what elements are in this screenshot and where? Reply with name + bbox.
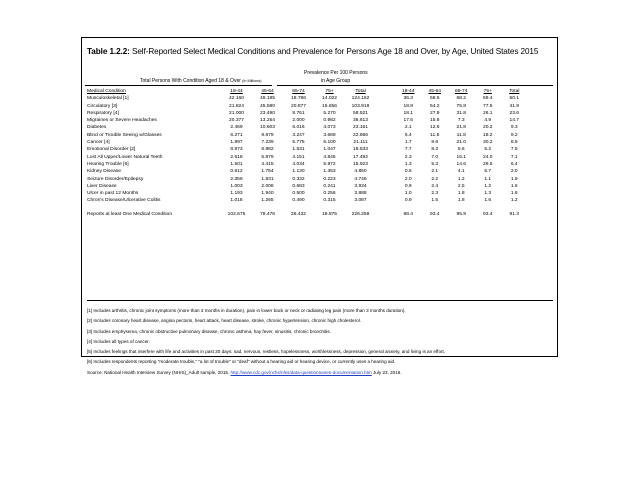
table-row bbox=[87, 139, 528, 146]
count-cell: 8.973 bbox=[230, 147, 243, 153]
condition-name: Liver Disease bbox=[87, 183, 117, 189]
rate-cell: 14.7 bbox=[509, 118, 520, 124]
count-cell: 1.018 bbox=[230, 198, 243, 204]
count-cell: 0.315 bbox=[323, 198, 336, 204]
column-gap bbox=[376, 139, 395, 146]
count-cell: 2.359 bbox=[230, 176, 243, 182]
rate-cell: 7.5 bbox=[510, 147, 518, 153]
count-cell: 1.003 bbox=[230, 183, 243, 189]
table-row bbox=[87, 146, 528, 153]
rate-cell: 88.4 bbox=[403, 212, 414, 218]
count-cell: 10.603 bbox=[260, 125, 275, 131]
table-row bbox=[87, 211, 528, 219]
rate-cell: 69.4 bbox=[482, 96, 493, 102]
source-text: Source: National Health Interview Survey (NHIS)_Adult sample, 2015. bbox=[87, 369, 230, 375]
column-gap bbox=[376, 211, 395, 219]
rate-cell: 1.3 bbox=[404, 161, 412, 167]
count-cell: 18.875 bbox=[322, 212, 337, 218]
count-cell: 0.332 bbox=[292, 176, 305, 182]
count-cell: 2.618 bbox=[230, 154, 243, 160]
table-row bbox=[87, 168, 528, 175]
rate-cell: 1.6 bbox=[484, 198, 492, 204]
count-cell: 20.877 bbox=[291, 103, 306, 109]
count-cell: 21.000 bbox=[229, 110, 244, 116]
column-header-condition: Medical Condition bbox=[87, 89, 126, 94]
condition-name: Cancer [4] bbox=[87, 140, 110, 146]
condition-name: Chron's Disease/Ulcerative Colitis bbox=[87, 198, 161, 204]
rate-cell: 20.2 bbox=[482, 125, 493, 131]
count-cell: 4.034 bbox=[292, 161, 305, 167]
count-cell: 226.258 bbox=[351, 212, 370, 218]
footnote: [6] Includes respondents reporting "moderate trouble," "a lot of trouble" or "deaf" without a hearing aid or hearing device, or currently uses a hearing aid. bbox=[87, 359, 396, 365]
rate-cell: 8.3 bbox=[431, 147, 439, 153]
rate-cell: 23.6 bbox=[509, 110, 520, 116]
table-row bbox=[87, 190, 528, 197]
rate-cell: 2.3 bbox=[431, 191, 439, 197]
count-cell: 21.824 bbox=[229, 103, 244, 109]
count-cell: 5.879 bbox=[261, 154, 274, 160]
condition-name: Blind or Trouble Seeing w/Glasses bbox=[87, 132, 162, 138]
rate-cell: 54.2 bbox=[429, 103, 440, 109]
table-row bbox=[87, 176, 528, 183]
count-cell: 7.239 bbox=[261, 140, 274, 146]
table-title-text: Self-Reported Select Medical Conditions and Prevalence for Persons Age 18 and Over, by Age, United States 2015 bbox=[131, 47, 539, 56]
column-header-count-total: Total bbox=[355, 89, 366, 94]
table-row bbox=[87, 124, 528, 131]
footnote: [5] Includes feelings that interfere with life and activities in past 30 days: sad, nervous, restless, hopelessness, worthlessness, depression, general anxiety, and living is an effort. bbox=[87, 349, 446, 355]
count-cell: 23.490 bbox=[260, 110, 275, 116]
rate-cell: 18.2 bbox=[482, 132, 493, 138]
count-cell: 3.087 bbox=[354, 198, 367, 204]
column-gap bbox=[376, 103, 395, 110]
column-header-rate-65-74: 65-74 bbox=[454, 89, 468, 94]
count-cell: 6.016 bbox=[292, 125, 305, 131]
count-cell: 4.845 bbox=[323, 154, 336, 160]
count-cell: 1.754 bbox=[261, 169, 274, 175]
notes-divider bbox=[87, 300, 553, 301]
column-header-rate-45-64: 45-64 bbox=[428, 89, 441, 94]
rate-cell: 0.9 bbox=[404, 183, 412, 189]
column-gap bbox=[376, 124, 395, 131]
count-cell: 58.521 bbox=[353, 110, 368, 116]
count-header-underline bbox=[85, 85, 272, 86]
count-cell: 1.353 bbox=[323, 169, 336, 175]
rate-cell: 1.1 bbox=[484, 176, 492, 182]
column-gap bbox=[376, 110, 395, 117]
count-cell: 22.866 bbox=[353, 132, 368, 138]
count-cell: 0.612 bbox=[230, 169, 243, 175]
rate-cell: 1.8 bbox=[457, 198, 465, 204]
count-cell: 49.185 bbox=[260, 96, 275, 102]
rate-cell: 11.5 bbox=[430, 132, 440, 138]
column-header-count-18-44: 18-44 bbox=[230, 89, 243, 94]
rate-cell: 93.4 bbox=[482, 212, 493, 218]
condition-name: Lost All Upper/Lower Natural Teeth bbox=[87, 154, 163, 160]
rate-cell: 93.4 bbox=[429, 212, 440, 218]
rate-cell: 36.3 bbox=[403, 96, 414, 102]
count-cell: 4.850 bbox=[354, 169, 367, 175]
count-group-header-unit: (in Millions) bbox=[242, 79, 262, 83]
count-cell: 2.000 bbox=[292, 118, 305, 124]
rate-cell: 91.3 bbox=[509, 212, 520, 218]
rate-cell: 12.6 bbox=[429, 125, 440, 131]
rate-cell: 6.7 bbox=[484, 169, 492, 175]
rate-cell: 21.8 bbox=[456, 125, 467, 131]
count-cell: 2.008 bbox=[261, 183, 274, 189]
rate-cell: 1.5 bbox=[431, 198, 439, 204]
table-row bbox=[87, 117, 528, 124]
table-row bbox=[87, 95, 528, 102]
condition-name: Diabetes bbox=[87, 125, 107, 131]
count-cell: 5.775 bbox=[292, 140, 305, 146]
rate-cell: 1.2 bbox=[484, 183, 492, 189]
condition-name: Respiratory [4] bbox=[87, 110, 119, 116]
column-header-count-65-74: 65-74 bbox=[292, 89, 305, 94]
count-cell: 5.972 bbox=[323, 161, 336, 167]
count-cell: 4.415 bbox=[261, 161, 274, 167]
source-line bbox=[87, 368, 445, 378]
count-cell: 1.130 bbox=[292, 169, 305, 175]
footnotes bbox=[87, 306, 445, 378]
count-cell: 102.675 bbox=[227, 212, 246, 218]
rate-cell: 0.5 bbox=[404, 169, 412, 175]
count-cell: 23.161 bbox=[353, 125, 368, 131]
prevalence-group-header-line1: Prevalence Per 100 Persons bbox=[304, 70, 368, 76]
rate-cell: 26.1 bbox=[482, 110, 493, 116]
count-cell: 45.580 bbox=[260, 103, 275, 109]
count-cell: 0.683 bbox=[292, 183, 305, 189]
count-cell: 4.073 bbox=[323, 125, 336, 131]
count-cell: 13.254 bbox=[260, 118, 275, 124]
column-gap bbox=[376, 154, 395, 161]
count-cell: 3.669 bbox=[323, 132, 336, 138]
count-cell: 4.746 bbox=[354, 176, 367, 182]
table-row bbox=[87, 161, 528, 168]
rate-cell: 6.4 bbox=[510, 161, 518, 167]
count-cell: 18.533 bbox=[353, 147, 368, 153]
count-cell: 0.500 bbox=[292, 191, 305, 197]
count-cell: 1.047 bbox=[323, 147, 336, 153]
rate-cell: 1.6 bbox=[510, 183, 518, 189]
rate-cell: 1.2 bbox=[457, 176, 465, 182]
rate-cell: 68.2 bbox=[456, 96, 467, 102]
count-cell: 124.152 bbox=[351, 96, 370, 102]
count-group-header-text: Total Persons With Condition Aged 18 & Over bbox=[140, 78, 241, 84]
column-header-rate-total: Total bbox=[509, 89, 520, 94]
count-cell: 1.265 bbox=[261, 198, 274, 204]
rate-cell: 8.5 bbox=[510, 140, 518, 146]
count-cell: 1.501 bbox=[230, 161, 243, 167]
rate-cell: 15.1 bbox=[456, 154, 467, 160]
column-header-row bbox=[87, 88, 528, 95]
rate-cell: 1.3 bbox=[484, 191, 492, 197]
rate-cell: 58.5 bbox=[429, 96, 440, 102]
count-cell: 15.923 bbox=[353, 161, 368, 167]
rate-cell: 1.7 bbox=[404, 140, 412, 146]
count-cell: 1.193 bbox=[230, 191, 243, 197]
count-cell: 0.256 bbox=[323, 191, 336, 197]
column-gap bbox=[376, 197, 395, 204]
count-cell: 78.476 bbox=[260, 212, 275, 218]
rate-cell: 0.9 bbox=[404, 198, 412, 204]
condition-name: Hearing Trouble [6] bbox=[87, 161, 129, 167]
column-header-rate-18-44: 18-44 bbox=[401, 89, 415, 94]
count-cell: 1.831 bbox=[261, 176, 274, 182]
rate-cell: 1.6 bbox=[510, 191, 518, 197]
rate-cell: 11.8 bbox=[456, 132, 466, 138]
rate-cell: 2.3 bbox=[404, 154, 412, 160]
column-gap bbox=[376, 161, 395, 168]
condition-name: Kidney Disease bbox=[87, 169, 121, 175]
count-cell: 15.656 bbox=[322, 103, 337, 109]
rate-cell: 24.0 bbox=[482, 154, 493, 160]
column-gap bbox=[376, 176, 395, 183]
condition-name: Musculoskeletal [1] bbox=[87, 96, 129, 102]
table-title bbox=[87, 47, 538, 56]
rate-cell: 9.3 bbox=[510, 125, 518, 131]
medical-conditions-table bbox=[87, 88, 528, 219]
count-cell: 20.377 bbox=[229, 118, 244, 124]
rate-cell: 1.0 bbox=[404, 191, 412, 197]
count-cell: 1.531 bbox=[292, 147, 305, 153]
count-group-header bbox=[140, 78, 261, 84]
count-cell: 36.613 bbox=[353, 118, 368, 124]
column-gap bbox=[376, 132, 395, 139]
rate-cell: 9.2 bbox=[510, 132, 518, 138]
table-row bbox=[87, 132, 528, 139]
column-gap bbox=[376, 168, 395, 175]
column-gap bbox=[376, 95, 395, 102]
rate-cell: 7.0 bbox=[431, 154, 439, 160]
footnote: [4] Includes all types of cancer. bbox=[87, 338, 150, 344]
prevalence-header-underline bbox=[277, 85, 553, 86]
count-cell: 4.151 bbox=[292, 154, 305, 160]
column-gap bbox=[376, 146, 395, 153]
count-cell: 0.223 bbox=[323, 176, 336, 182]
column-header-rate-75plus: 75+ bbox=[483, 89, 492, 94]
rate-cell: 5.2 bbox=[484, 147, 492, 153]
condition-name: Reports at least One Medical Condition bbox=[87, 212, 173, 218]
rate-cell: 21.0 bbox=[456, 140, 467, 146]
footnote: [2] Includes coronary heart disease, angina pectoris, heart attack, heart disease, stroke, chronic hypertension, chronic high cholesterol. bbox=[87, 318, 361, 324]
rate-cell: 7.7 bbox=[404, 147, 412, 153]
rate-cell: 4.9 bbox=[484, 118, 492, 124]
count-cell: 0.982 bbox=[323, 118, 336, 124]
rate-cell: 2.2 bbox=[431, 176, 439, 182]
rate-cell: 95.9 bbox=[456, 212, 467, 218]
column-header-count-75plus: 75+ bbox=[325, 89, 334, 94]
count-cell: 3.888 bbox=[354, 191, 367, 197]
condition-name: Emotional Disorder [2] bbox=[87, 147, 136, 153]
column-gap bbox=[376, 183, 395, 190]
table-row bbox=[87, 110, 528, 117]
rate-cell: 27.9 bbox=[429, 110, 440, 116]
count-cell: 6.100 bbox=[323, 140, 336, 146]
count-cell: 1.997 bbox=[230, 140, 243, 146]
table-body bbox=[87, 95, 528, 218]
count-cell: 21.111 bbox=[353, 140, 368, 146]
condition-name: Ulcer in past 12 Months bbox=[87, 191, 139, 197]
condition-name: Migraines or Severe Headaches bbox=[87, 118, 157, 124]
footnote: [3] Includes emphysema, chronic obstructive pulmonary disease, chronic asthma, hay fever, sinusitis, chronic bronchitis. bbox=[87, 328, 331, 334]
rate-cell: 41.9 bbox=[509, 103, 520, 109]
rate-cell: 31.8 bbox=[456, 110, 467, 116]
count-cell: 14.022 bbox=[322, 96, 337, 102]
count-cell: 8.761 bbox=[292, 110, 305, 116]
rate-cell: 1.9 bbox=[510, 176, 518, 182]
count-cell: 17.492 bbox=[353, 154, 368, 160]
rate-cell: 30.2 bbox=[482, 140, 493, 146]
table-number: Table 1.2.2: bbox=[87, 47, 130, 56]
count-cell: 1.940 bbox=[261, 191, 274, 197]
rate-cell: 75.8 bbox=[456, 103, 467, 109]
table-frame bbox=[81, 37, 558, 375]
table-row bbox=[87, 154, 528, 161]
source-link[interactable]: http://www.cdc.gov/nchs/nhis/data-questionnaires-documentation.htm bbox=[230, 369, 372, 375]
rate-cell: 1.2 bbox=[510, 198, 518, 204]
count-cell: 0.241 bbox=[323, 183, 336, 189]
rate-cell: 14.6 bbox=[456, 161, 467, 167]
rate-cell: 8.6 bbox=[431, 140, 439, 146]
prevalence-group-header-line2: in Age Group bbox=[321, 78, 351, 84]
rate-cell: 7.1 bbox=[510, 154, 518, 160]
rate-cell: 5.3 bbox=[431, 161, 439, 167]
footnote: [1] Includes arthritis, chronic joint symptoms (more than 3 months in duration), pain in lower back or neck or radiating leg pain (more than 3 months duration). bbox=[87, 308, 406, 313]
rate-cell: 5.6 bbox=[457, 147, 465, 153]
rate-cell: 15.8 bbox=[429, 118, 440, 124]
column-gap bbox=[376, 117, 395, 124]
column-gap bbox=[376, 190, 395, 197]
count-cell: 5.270 bbox=[323, 110, 336, 116]
count-cell: 103.918 bbox=[351, 103, 370, 109]
source-date: July 23, 2016. bbox=[373, 369, 402, 375]
count-cell: 3.247 bbox=[292, 132, 305, 138]
condition-name: Circulatory [3] bbox=[87, 103, 118, 109]
table-row bbox=[87, 103, 528, 110]
rate-cell: 2.0 bbox=[404, 176, 412, 182]
count-cell: 6.982 bbox=[261, 147, 274, 153]
count-cell: 2.469 bbox=[230, 125, 243, 131]
rate-cell: 18.1 bbox=[403, 110, 414, 116]
rate-cell: 2.5 bbox=[457, 183, 465, 189]
table-row bbox=[87, 197, 528, 204]
condition-name: Seizure Disorder/Epilepsy bbox=[87, 176, 144, 182]
rate-cell: 29.5 bbox=[482, 161, 493, 167]
rate-cell: 18.8 bbox=[403, 103, 414, 109]
rate-cell: 2.4 bbox=[431, 183, 439, 189]
count-cell: 0.490 bbox=[292, 198, 305, 204]
count-cell: 3.934 bbox=[354, 183, 367, 189]
rate-cell: 7.3 bbox=[457, 118, 465, 124]
rate-cell: 77.5 bbox=[482, 103, 493, 109]
rate-cell: 5.4 bbox=[404, 132, 412, 138]
count-cell: 42.160 bbox=[229, 96, 244, 102]
rate-cell: 1.8 bbox=[457, 191, 465, 197]
rate-cell: 2.1 bbox=[431, 169, 439, 175]
table-row bbox=[87, 183, 528, 190]
count-cell: 6.271 bbox=[230, 132, 243, 138]
rate-cell: 2.1 bbox=[404, 125, 412, 131]
count-cell: 18.786 bbox=[291, 96, 306, 102]
column-header-count-45-64: 45-64 bbox=[261, 89, 274, 94]
count-cell: 9.679 bbox=[261, 132, 274, 138]
rate-cell: 4.1 bbox=[457, 169, 465, 175]
count-cell: 26.432 bbox=[291, 212, 306, 218]
rate-cell: 17.6 bbox=[403, 118, 414, 124]
rate-cell: 2.0 bbox=[510, 169, 518, 175]
rate-cell: 50.1 bbox=[509, 96, 520, 102]
